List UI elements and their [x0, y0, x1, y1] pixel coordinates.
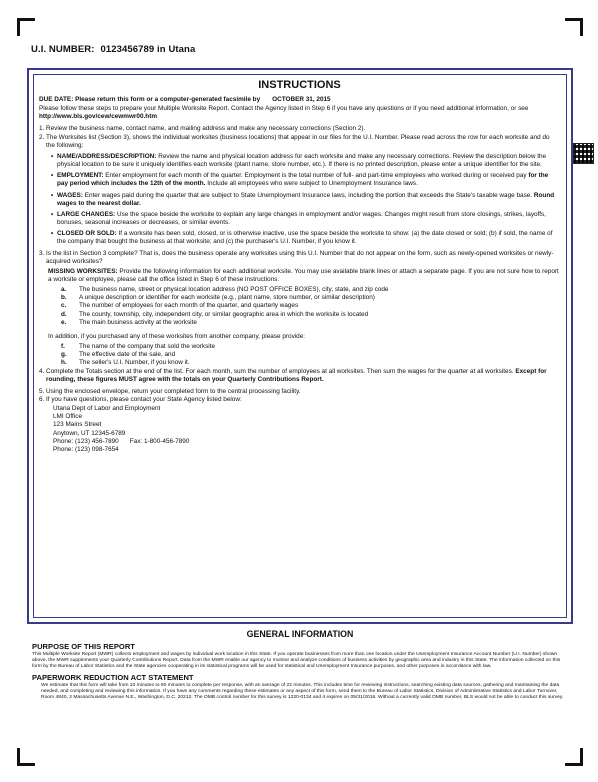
missing-worksites: [39, 268, 560, 284]
step-5-number: 5.: [39, 387, 45, 395]
due-date-value: OCTOBER 31, 2015: [272, 96, 331, 103]
step-4: [39, 368, 560, 384]
due-date-label: DUE DATE: Please return this form or a computer-generated facsimile by: [39, 96, 261, 103]
bullet-employment-head: EMPLOYMENT:: [57, 172, 104, 180]
bullet-name-address: • NAME/ADDRESS/DESCRIPTION: Review the name and physical location address for each worksite and make any necessary corrections. Review the description below the physical location to be sure it uniquely identifies each worksite (plant name, store number, etc.). If there is no printed description, please enter a unique identifier for the site.: [51, 152, 547, 169]
bullet-name-address-head: NAME/ADDRESS/DESCRIPTION:: [57, 152, 157, 160]
bullet-employment: • EMPLOYMENT: Enter employment for each month of the quarter. Employment is the total number of full- and part-time employees who worked during or received pay for the pay period which includes the 12th of the month. Include all employees who were subject to Unemployment Insurance laws.: [51, 172, 549, 188]
instructions-box: [27, 68, 573, 624]
due-date-line: [39, 96, 560, 104]
bullet-large-changes-head: LARGE CHANGES:: [57, 210, 116, 218]
step-1-number: 1.: [39, 125, 45, 133]
bullet-large-changes: • LARGE CHANGES: Use the space beside the worksite to explain any large changes in employment and/or wages. Changes might result from store closings, strikes, layoffs, bonuses, seasonal increases or decreases, or similar events.: [51, 210, 546, 227]
agency-fax: Fax: 1-800-456-7890: [129, 437, 190, 445]
ui-number-line: [31, 44, 195, 55]
general-information-title: GENERAL INFORMATION: [246, 629, 354, 639]
list-item-letter: e.: [61, 318, 67, 326]
list-item-letter: c.: [61, 302, 67, 310]
step-4-number: 4.: [39, 367, 45, 375]
list-item-text: The seller's U.I. Number, if you know it.: [79, 359, 190, 367]
bullet-closed-sold-head: CLOSED OR SOLD:: [57, 230, 117, 238]
agency-street: 123 Mains Street: [53, 421, 102, 429]
list-item: [61, 343, 560, 351]
list-item: [61, 294, 560, 302]
qr-code-icon: [573, 143, 594, 164]
list-item-text: The name of the company that sold the worksite: [79, 343, 216, 351]
bullet-wages-head: WAGES:: [57, 191, 83, 199]
ui-number-label: U.I. NUMBER:: [31, 44, 95, 55]
instructions-title: INSTRUCTIONS: [258, 79, 341, 91]
step-1: [39, 125, 560, 133]
list-item-letter: g.: [61, 351, 67, 359]
list-item-text: The effective date of the sale, and: [79, 351, 176, 359]
list-item-text: A unique description or identifier for each worksite (e.g., plant name, store number, or similar description): [79, 294, 375, 302]
purpose-text: This Multiple Worksite Report (MWR) collects employment and wages by individual work location in this State. If you operate businesses from more than one location under the Unemployment Insurance Account Number (U.I. Number) shown above, the MWR supplements your Quarterly Contributions Report. Data from the MWR enable our agency to monitor and analyze conditions of business activities by geographic area and industry in this State. The information collected on this form by the Bureau of Labor Statistics and the State agencies cooperating in its statistical programs will be used for statistical and Unemployment Insurance purposes, and other purposes in accordance with law.: [32, 652, 561, 670]
step-3: [39, 250, 560, 266]
step-3-text: Is the list in Section 3 complete? That is, does the business operate any worksites using this U.I. Number that do not appear on the form, such as newly-opened worksites or newly-acquired worksites?: [46, 249, 554, 265]
bullet-name-address-text: Review the name and physical location address for each worksite and make any necessary corrections. Review the description below the physical location to be sure it uniquely identifies each worksite (plant name, store number, etc.). If there is no printed description, please enter a unique identifier for the site.: [57, 152, 547, 169]
list-item-letter: a.: [61, 286, 67, 294]
step-4-emph: Except for rounding, these figures MUST agree with the totals on your Quarterly Contributions Report.: [46, 367, 547, 383]
agency-office: LMI Office: [53, 413, 83, 421]
step-4-text: Complete the Totals section at the end of the list. For each month, sum the number of employees at all worksites. Then sum the wages for the quarter at all worksites.: [46, 367, 516, 375]
agency-phone-fax: [53, 438, 560, 446]
bullet-employment-emph: for the pay period which includes the 12th of the month.: [57, 172, 549, 188]
crop-mark-bottom-right: [565, 748, 583, 766]
missing-worksites-text: Provide the following information for each additional worksite. You may use available blank lines or attach a separate page. If you are not sure how to report a worksite or employee, please call the office listed in Step 6 of these instructions.: [48, 267, 559, 283]
bullet-closed-sold-text: If a worksite has been sold, closed, or is otherwise inactive, use the space beside the worksite to show: (a) the date closed or sold; (b) if sold, the name of the company that bought the business at that worksite; and (c) the purchaser's U.I. Number, if you know it.: [57, 230, 553, 246]
step-5: [39, 388, 560, 396]
step-3-number: 3.: [39, 249, 45, 257]
pra-text: We estimate that this form will take from 10 minutes to 60 minutes to complete per response, with an average of 22 minutes. This includes time for reviewing instructions, searching existing data sources, gathering and maintaining the data needed, and completing and reviewing this information. If you have any comments regarding these estimates or any aspect of this form, send them to the Bureau of Labor Statistics, Division of Administrative Statistics and Labor Turnover, Room 4840, 2 Massachusetts Avenue N.E., Washington, D.C. 20212. The OMB control number for this survey is 1220-0134 and it expires on 05/31/2016. Without a currently valid OMB number, BLS would not be able to conduct this survey.: [41, 682, 564, 701]
bullet-wages-emph: Round wages to the nearest dollar.: [57, 191, 555, 207]
list-item-letter: f.: [61, 343, 65, 351]
bullet-employment-tail: Include all employees who were subject to Unemployment Insurance laws.: [205, 180, 418, 188]
list-item-letter: b.: [61, 294, 67, 302]
list-item-letter: d.: [61, 310, 67, 318]
missing-list: [39, 286, 560, 327]
list-item: [61, 319, 560, 327]
intro-url[interactable]: http://www.bls.gov/cew/cewmwr00.htm: [39, 113, 158, 121]
step-6: [39, 396, 560, 404]
list-item-text: The county, township, city, independent city, or similar geographic area in which the worksite is located: [79, 310, 369, 318]
list-item: [61, 351, 560, 359]
list-item-text: The main business activity at the worksite: [79, 318, 197, 326]
step-5-text: Using the enclosed envelope, return your completed form to the central processing facility.: [46, 387, 301, 395]
crop-mark-top-right: [565, 18, 583, 36]
intro-text: [39, 105, 560, 121]
agency-name: Utana Dept of Labor and Employment: [53, 405, 161, 413]
purpose-heading: PURPOSE OF THIS REPORT: [32, 642, 135, 651]
general-information: [27, 629, 573, 701]
bullet-wages-text: Enter wages paid during the quarter that are subject to State Unemployment Insurance laws, including the portion that exceeds the State's taxable wage base.: [82, 191, 534, 199]
crop-mark-bottom-left: [17, 748, 35, 766]
bullet-wages: • WAGES: Enter wages paid during the quarter that are subject to State Unemployment Insurance laws, including the portion that exceeds the State's taxable wage base. Round wages to the nearest dollar.: [51, 191, 555, 207]
list-item: [61, 302, 560, 310]
list-item: [61, 359, 560, 367]
purchase-list: [39, 343, 560, 367]
agency-phone: Phone: (123) 456-7890: [53, 437, 119, 445]
agency-address: [39, 405, 560, 454]
bullet-large-changes-text: Use the space beside the worksite to explain any large changes in employment and/or wages. Changes might result from store closings, strikes, layoffs, bonuses, seasonal increases or decreases, or similar events.: [57, 210, 546, 227]
agency-phone-2: Phone: (123) 098-7654: [53, 445, 119, 453]
list-item-text: The business name, street or physical location address (NO POST OFFICE BOXES), city, state, and zip code: [79, 286, 389, 294]
pra-heading: PAPERWORK REDUCTION ACT STATEMENT: [32, 672, 194, 682]
step-2: [39, 134, 560, 150]
step-1-text: Review the business name, contact name, and mailing address and make any necessary corrections (Section 2).: [46, 125, 366, 133]
intro-body: Please follow these steps to prepare your Multiple Worksite Report. Contact the Agency listed in Step 6 if you have any questions or if you need additional information, or see: [39, 105, 529, 113]
list-item-text: The number of employees for each month of the quarter, and quarterly wages: [79, 302, 299, 310]
step-6-number: 6.: [39, 396, 45, 403]
list-item-letter: h.: [61, 359, 67, 367]
step-2-text: The Worksites list (Section 3), shows the individual worksites (business locations) that appear in our files for the U.I. Number. Please read across the row for each worksite and do the following:: [46, 133, 550, 149]
step-2-number: 2.: [39, 133, 45, 141]
bullet-employment-text: Enter employment for each month of the quarter. Employment is the total number of full- and part-time employees who worked during or received pay: [103, 172, 529, 180]
crop-mark-top-left: [17, 18, 35, 36]
addition-text: In addition, if you purchased any of these worksites from another company, please provide:: [48, 332, 306, 340]
list-item: [61, 286, 560, 294]
ui-number-value: 0123456789 in Utana: [100, 44, 196, 55]
list-item: [61, 311, 560, 319]
bullet-closed-sold: • CLOSED OR SOLD: If a worksite has been sold, closed, or is otherwise inactive, use the space beside the worksite to show: (a) the date closed or sold; (b) if sold, the name of the company that bought the business at that worksite; and (c) the purchaser's U.I. Number, if you know it.: [51, 230, 553, 246]
agency-city: Anytown, UT 12345-6789: [53, 429, 126, 437]
step-6-text: If you have questions, please contact your State Agency listed below:: [46, 396, 242, 403]
missing-worksites-head: MISSING WORKSITES:: [48, 267, 118, 275]
